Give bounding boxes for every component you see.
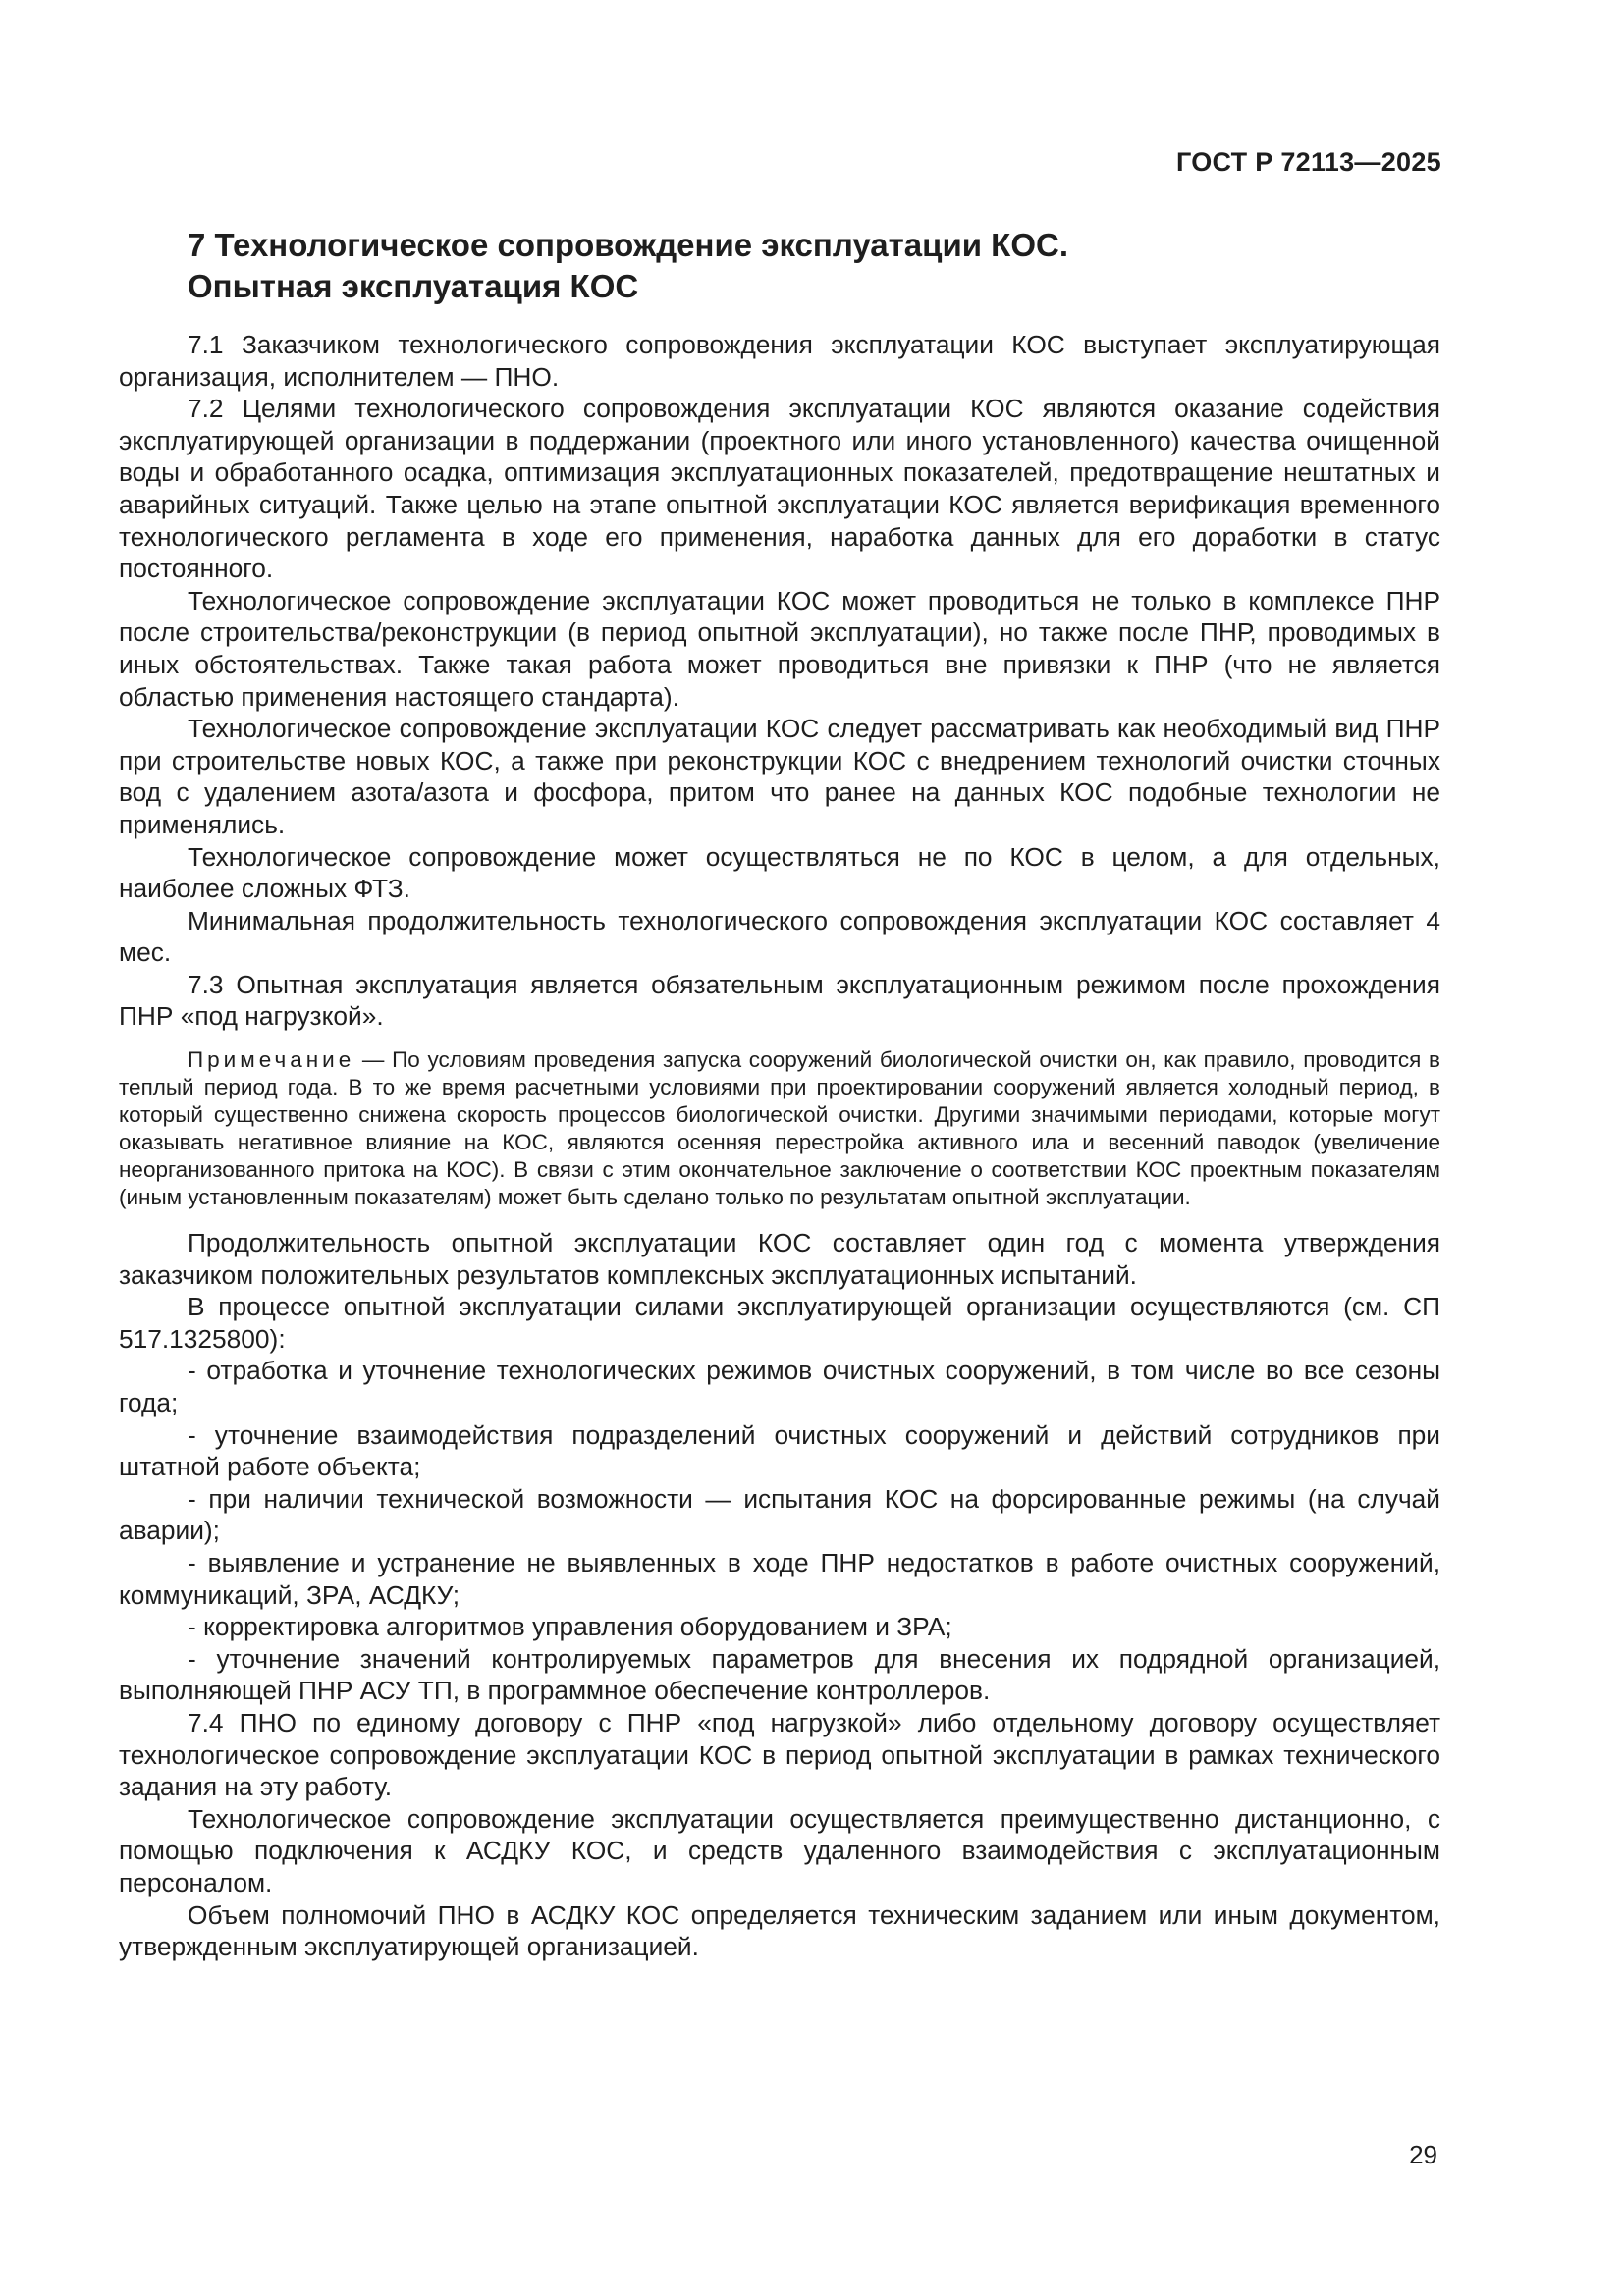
paragraph: Технологическое сопровождение эксплуатации КОС следует рассматривать как необходимый вид ПНР при строительстве новых КОС, а также при реконструкции КОС с внедрением технологий очистки сточных вод с удалением азота/азота и фосфора, притом что ранее на данных КОС подобные технологии не применялись. xyxy=(119,714,1440,839)
paragraph: Технологическое сопровождение эксплуатации КОС может проводиться не только в комплексе ПНР после строительства/реконструкции (в период опытной эксплуатации), но также после ПНР, проводимых в иных обстоятельствах. Также такая работа может проводиться вне привязки к ПНР (что не является областью применения настоящего стандарта). xyxy=(119,585,1440,712)
section-title-line-2: Опытная эксплуатация КОС xyxy=(188,268,639,304)
paragraph: Технологическое сопровождение может осуществляться не по КОС в целом, а для отдельных, наиболее сложных ФТЗ. xyxy=(119,841,1440,904)
paragraph-7-4: 7.4 ПНО по единому договору с ПНР «под нагрузкой» либо отдельному договору осуществляет технологическое сопровождение эксплуатации КОС в период опытной эксплуатации в рамках технического задания на эту работу. xyxy=(119,1707,1440,1802)
note-label: Примечание xyxy=(188,1047,355,1073)
list-item: - выявление и устранение не выявленных в ходе ПНР недостатков в работе очистных сооружений, коммуникаций, ЗРА, АСДКУ; xyxy=(119,1548,1440,1610)
list-item: - при наличии технической возможности — испытания КОС на форсированные режимы (на случай аварии); xyxy=(119,1483,1440,1546)
list-item: - отработка и уточнение технологических режимов очистных сооружений, в том числе во все сезоны года; xyxy=(119,1356,1440,1418)
paragraph-7-1: 7.1 Заказчиком технологического сопровождения эксплуатации КОС выступает эксплуатирующая организация, исполнителем — ПНО. xyxy=(119,330,1440,392)
paragraph: В процессе опытной эксплуатации силами эксплуатирующей организации осуществляются (см. СП 517.1325800): xyxy=(119,1292,1440,1354)
note-block xyxy=(119,1046,1440,1211)
paragraph: Продолжительность опытной эксплуатации КОС составляет один год с момента утверждения заказчиком положительных результатов комплексных эксплуатационных испытаний. xyxy=(119,1228,1440,1290)
list-item: - уточнение взаимодействия подразделений очистных сооружений и действий сотрудников при штатной работе объекта; xyxy=(119,1419,1440,1482)
paragraph: Объем полномочий ПНО в АСДКУ КОС определяется техническим заданием или иным документом, утвержденным эксплуатирующей организацией. xyxy=(119,1899,1440,1962)
list-item: - уточнение значений контролируемых параметров для внесения их подрядной организацией, выполняющей ПНР АСУ ТП, в программное обеспечение контроллеров. xyxy=(119,1643,1440,1706)
page-number: 29 xyxy=(1409,2140,1437,2169)
body-text xyxy=(119,329,1440,1963)
paragraph: Технологическое сопровождение эксплуатации осуществляется преимущественно дистанционно, с помощью подключения к АСДКУ КОС, и средств удаленного взаимодействия с эксплуатационным персоналом. xyxy=(119,1803,1440,1897)
standard-code: ГОСТ Р 72113—2025 xyxy=(1175,147,1441,177)
paragraph: Минимальная продолжительность технологического сопровождения эксплуатации КОС составляет 4 мес. xyxy=(119,905,1440,968)
note-text: — По условиям проведения запуска сооружений биологической очистки он, как правило, проводится в теплый период года. В то же время расчетными условиями при проектировании сооружений является холодный период, в который существенно снижена скорость процессов биологической очистки. Другими значимыми периодами, которые могут оказывать негативное влияние на КОС, являются осенняя перестройка активного ила и весенний паводок (увеличение неорганизованного притока на КОС). В связи с этим окончательное заключение о соответствии КОС проектным показателям (иным установленным показателям) может быть сделано только по результатам опытной эксплуатации. xyxy=(119,1047,1440,1210)
section-title xyxy=(188,225,1440,307)
paragraph-7-3: 7.3 Опытная эксплуатация является обязательным эксплуатационным режимом после прохождения ПНР «под нагрузкой». xyxy=(119,969,1440,1032)
page-content xyxy=(119,225,1440,1963)
paragraph-7-2: 7.2 Целями технологического сопровождения эксплуатации КОС являются оказание содействия эксплуатирующей организации в поддержании (проектного или иного установленного) качества очищенной воды и обработанного осадка, оптимизация эксплуатационных показателей, предотвращение нештатных и аварийных ситуаций. Также целью на этапе опытной эксплуатации КОС является верификация временного технологического регламента в ходе его применения, наработка данных для его доработки в статус постоянного. xyxy=(119,394,1440,584)
section-title-line-1: 7 Технологическое сопровождение эксплуатации КОС. xyxy=(188,227,1068,263)
list-item: - корректировка алгоритмов управления оборудованием и ЗРА; xyxy=(188,1612,952,1642)
